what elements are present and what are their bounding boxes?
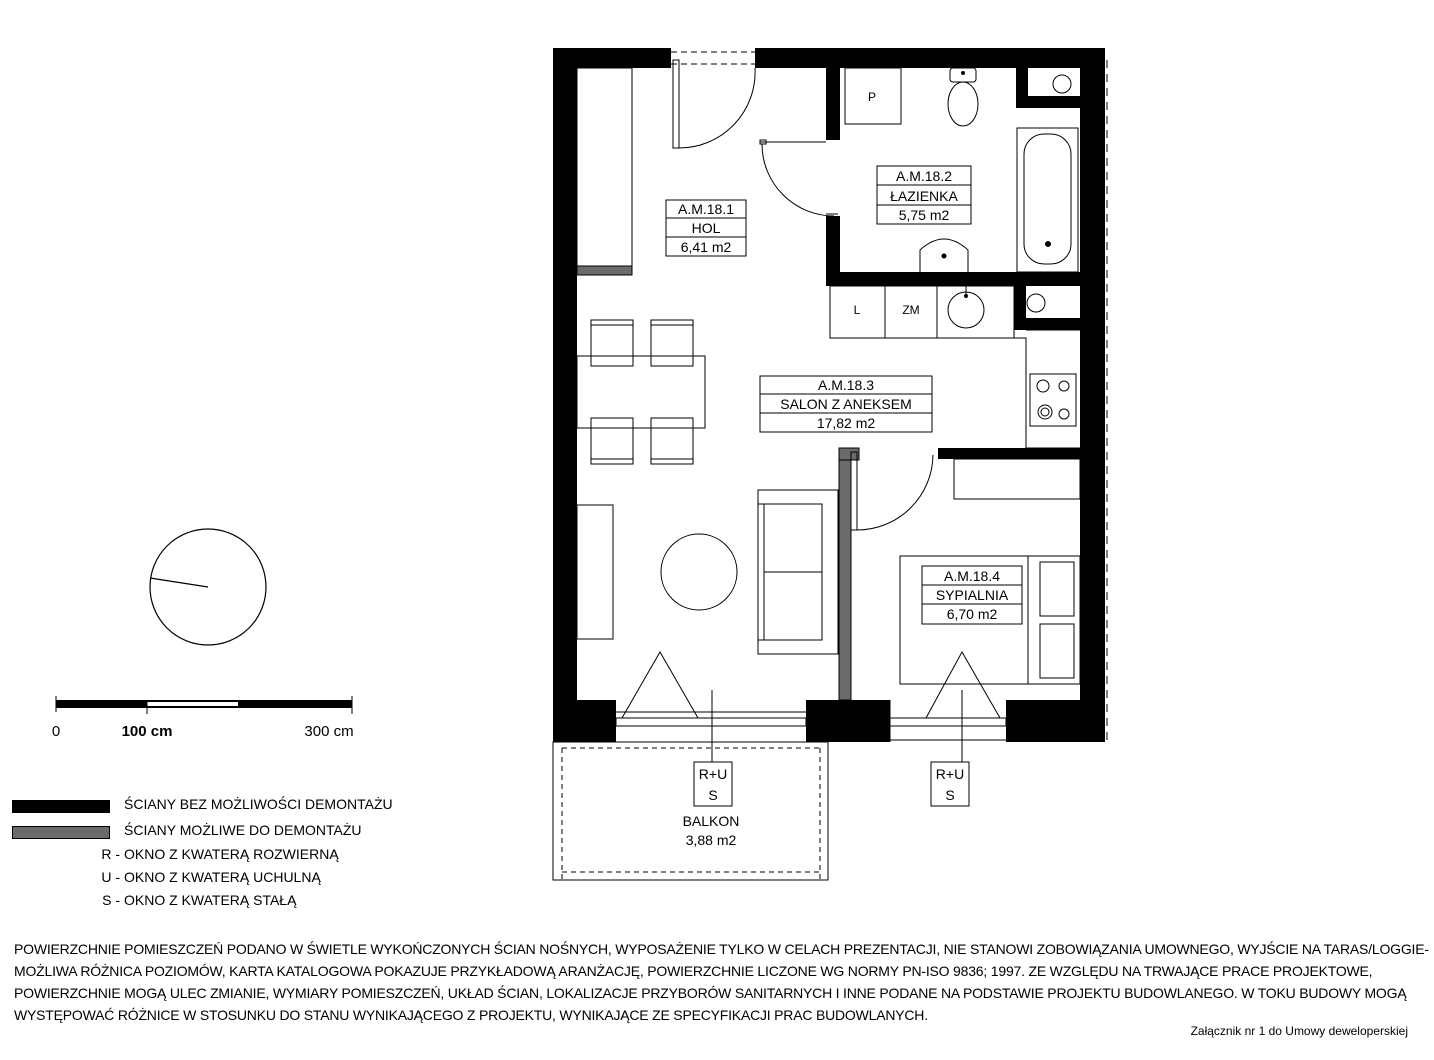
scale-label-0: 0: [51, 723, 61, 740]
legend-swatch-fixed-walls: [12, 800, 110, 813]
disclaimer-line: POWIERZCHNIE POMIESZCZEŃ PODANO W ŚWIETLE WYKOŃCZONYCH ŚCIAN NOŚNYCH, WYPOSAŻENIE TYLKO W CELACH PREZENTACJI, NIE STANOWI ZOBOWIĄZANIA UMOWNEGO, WYJŚCIE NA TARAS/LOGGIE-: [14, 941, 1429, 957]
shaft-top-icon: [1053, 75, 1071, 93]
salon-window: [616, 652, 806, 762]
legend-text: OKNO Z KWATERĄ ROZWIERNĄ: [124, 846, 339, 862]
chair: [651, 320, 693, 366]
removable-wall-bedroom-stub: [839, 448, 859, 460]
sofa-icon: [758, 490, 838, 654]
shaft-bottom-icon: [1027, 294, 1045, 312]
fixture-label-p: P: [867, 90, 877, 104]
disclaimer: [14, 938, 1429, 1026]
legend-row-r: [12, 846, 412, 866]
legend-code: S -: [102, 892, 120, 908]
wall-bottom-middle: [806, 700, 890, 742]
legend-text: ŚCIANY MOŻLIWE DO DEMONTAŻU: [124, 822, 362, 838]
shaft-top-frame-bottom: [1016, 96, 1080, 108]
window-type-bottom: S: [945, 787, 955, 803]
disclaimer-line: POWIERZCHNIE MOGĄ ULEC ZMIANIE, WYMIARY POMIESZCZEŃ, UKŁAD ŚCIAN, LOKALIZACJE PRZYBORÓW SANITARNYCH I INNE PODANE NA PODSTAWIE PROJEKTU BUDOWLANEGO. W TOKU BUDOWY MOGĄ: [14, 985, 1407, 1001]
wall-right: [1080, 48, 1105, 742]
toilet-icon: [948, 68, 978, 126]
chair: [591, 418, 633, 464]
legend-row-fixed-walls: [12, 796, 412, 816]
room-area: 5,75 m2: [898, 207, 950, 223]
coffee-table: [661, 534, 737, 610]
removable-wall-bedroom: [839, 448, 851, 700]
disclaimer-line: MOŻLIWA RÓŻNICA POZIOMÓW, KARTA KATALOGOWA POKAZUJE PRZYKŁADOWĄ ARANŻACJĘ, POWIERZCHNIE LICZONE WG NORMY PN-ISO 9836; 1997. ZE WZGLĘDU NA TRWAJĄCE PRACE PROJEKTOWE,: [14, 963, 1373, 979]
window-tag-sypialnia: [931, 762, 969, 806]
wall-left: [553, 48, 577, 742]
room-label-salon: [760, 376, 932, 432]
scale-label-100: 100 cm: [121, 723, 173, 740]
legend-text: ŚCIANY BEZ MOŻLIWOŚCI DEMONTAŻU: [124, 796, 393, 812]
fixture-label-l: L: [853, 303, 861, 317]
removable-walls: [577, 266, 859, 700]
room-code: A.M.18.1: [677, 201, 735, 217]
window-type-bottom: S: [708, 787, 718, 803]
room-code: A.M.18.3: [817, 377, 875, 393]
room-name: SYPIALNIA: [935, 587, 1009, 603]
bedroom-wardrobe: [954, 459, 1080, 499]
bedroom-window: [890, 652, 1006, 762]
room-name: ŁAZIENKA: [890, 188, 958, 204]
bathroom-wall-left-upper: [826, 60, 840, 140]
room-code: A.M.18.2: [895, 168, 953, 184]
dining-set: [577, 320, 705, 464]
annex-note: Załącznik nr 1 do Umowy deweloperskiej: [1190, 1024, 1408, 1038]
entrance-door: [671, 52, 755, 148]
legend-text: OKNO Z KWATERĄ UCHULNĄ: [124, 869, 321, 885]
bedroom-wall-top: [938, 448, 1080, 459]
washbasin-icon: [920, 239, 968, 272]
room-name: BALKON: [682, 813, 740, 829]
living-furniture: [577, 490, 838, 654]
room-area: 6,70 m2: [946, 606, 998, 622]
window-tag-salon: [694, 762, 732, 806]
chair: [591, 320, 633, 366]
wall-bottom-right: [1006, 700, 1105, 742]
room-label-hol: [666, 200, 746, 256]
bedroom-door: [851, 452, 933, 530]
room-area: 17,82 m2: [816, 415, 876, 431]
legend-row-u: [12, 869, 412, 889]
legend-row-s: [12, 892, 412, 912]
scale-label-300: 300 cm: [304, 723, 354, 740]
hall-wardrobe: [577, 68, 632, 266]
disclaimer-line: WYSTĘPOWAĆ RÓŻNICE W STOSUNKU DO STANU WYNIKAJĄCEGO Z PROJEKTU, WYNIKAJĄCE ZE SPECYFIKACJI PRAC BUDOWLANYCH.: [14, 1007, 928, 1023]
legend-text: OKNO Z KWATERĄ STAŁĄ: [124, 892, 297, 908]
window-type-top: R+U: [698, 766, 728, 782]
wall-bottom-left: [553, 700, 616, 742]
room-name: SALON Z ANEKSEM: [780, 396, 912, 412]
removable-wall-hall: [577, 266, 632, 275]
bathroom-wall-bottom: [826, 272, 1080, 286]
wall-top-right: [755, 48, 1105, 68]
room-area: 3,88 m2: [685, 832, 737, 848]
room-label-lazienka: [877, 166, 971, 224]
dining-table: [577, 356, 705, 428]
fixture-label-zm: ZM: [902, 303, 920, 317]
compass-icon: [150, 529, 266, 645]
tv-cabinet: [577, 505, 613, 639]
balcony: [553, 742, 828, 880]
room-label-sypialnia: [922, 566, 1022, 624]
window-type-top: R+U: [935, 766, 965, 782]
legend-row-removable-walls: [12, 822, 412, 842]
legend-code: U -: [101, 869, 120, 885]
legend-swatch-removable-walls: [12, 826, 110, 839]
legend-code: R -: [101, 846, 120, 862]
room-area: 6,41 m2: [680, 239, 732, 255]
bathroom-door: [760, 140, 838, 216]
chair: [651, 418, 693, 464]
shaft-bottom-frame-bottom: [1014, 318, 1080, 330]
cooktop-icon: [1030, 374, 1076, 426]
bathtub-icon: [1017, 128, 1078, 272]
wall-top-left: [553, 48, 671, 68]
room-name: HOL: [691, 220, 721, 236]
room-code: A.M.18.4: [943, 568, 1001, 584]
scale-bar: [52, 696, 354, 740]
room-label-balkon: [683, 813, 740, 848]
